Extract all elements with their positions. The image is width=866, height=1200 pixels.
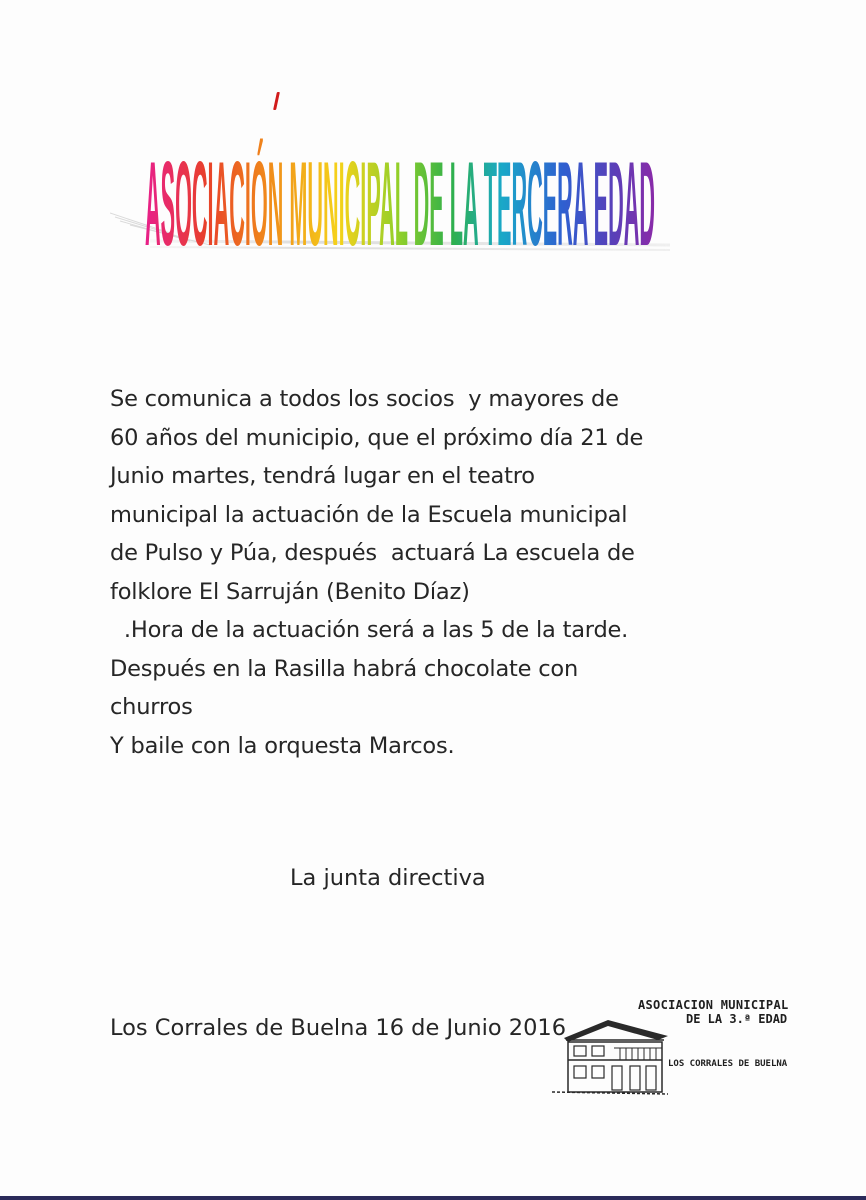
body-line: Se comunica a todos los socios y mayores de <box>110 386 619 412</box>
building-icon <box>548 1004 668 1099</box>
association-stamp <box>548 996 788 1096</box>
body-line: folklore El Sarruján (Benito Díaz) <box>110 578 470 605</box>
body-line: Después en la Rasilla habrá chocolate con <box>110 655 579 682</box>
body-paragraph <box>110 380 670 765</box>
body-line: churros <box>110 694 193 720</box>
body-line: municipal la actuación de la Escuela municipal <box>110 501 628 528</box>
title-text: ASOCIACIÓN MUNICIPAL DE LA TERCERA EDAD <box>145 137 655 265</box>
scan-bottom-edge <box>0 1196 866 1200</box>
body-line: .Hora de la actuación será a las 5 de la tarde. <box>110 617 629 643</box>
stamp-line-1: ASOCIACION MUNICIPAL <box>638 998 789 1012</box>
signature-text: La junta directiva <box>290 865 486 891</box>
body-line: Junio martes, tendrá lugar en el teatro <box>110 463 535 489</box>
stamp-line-2: DE LA 3.ª EDAD <box>686 1012 788 1026</box>
date-place-line: Los Corrales de Buelna 16 de Junio 2016 <box>110 1015 567 1041</box>
body-line: de Pulso y Púa, después actuará La escuela de <box>110 540 635 566</box>
title-wordart <box>110 95 690 265</box>
stamp-line-3: LOS CORRALES DE BUELNA <box>668 1059 788 1069</box>
body-line: 60 años del municipio, que el próximo día 21 de <box>110 424 644 451</box>
body-line: Y baile con la orquesta Marcos. <box>110 732 455 759</box>
title-svg <box>110 95 690 265</box>
